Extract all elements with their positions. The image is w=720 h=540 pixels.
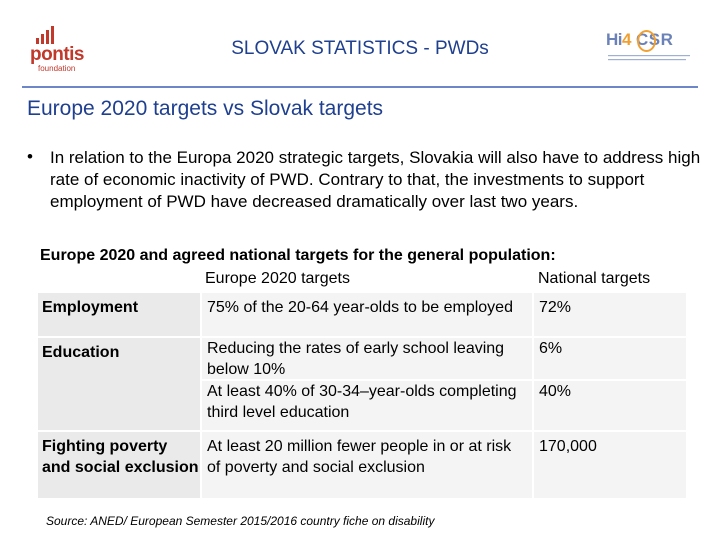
targets-table (38, 268, 686, 498)
cell-europe-poverty: At least 20 million fewer people in or at risk of poverty and social exclusion (202, 432, 532, 498)
logo-name: pontis (30, 44, 84, 65)
cell-national-education-1: 6% (534, 338, 686, 379)
header-divider (22, 86, 698, 88)
bullet-paragraph: In relation to the Europa 2020 strategic targets, Slovakia will also have to address high rate of economic inactivity of PWD. Contrary to that, the investments to support employment of PWD have decreased dramatically over last two years. (50, 148, 701, 211)
column-header-europe: Europe 2020 targets (205, 270, 350, 287)
column-header-national: National targets (538, 270, 651, 287)
slide-header (0, 0, 720, 84)
logo-hi: Hi4 (606, 30, 631, 49)
cell-national-education-2: 40% (534, 381, 686, 430)
logo-fineprint (608, 54, 692, 65)
cell-national-employment: 72% (534, 293, 686, 336)
row-label-education: Education (38, 338, 200, 430)
slide-title: SLOVAK STATISTICS - PWDs (231, 38, 489, 59)
logo-csr: CSR (636, 30, 674, 49)
row-label-poverty: Fighting poverty and social exclusion (38, 432, 200, 498)
table-caption: Europe 2020 and agreed national targets for the general population: (40, 247, 556, 264)
bullet-marker: • (27, 147, 33, 166)
section-heading: Europe 2020 targets vs Slovak targets (27, 97, 384, 120)
row-label-employment: Employment (38, 293, 200, 336)
cell-europe-employment: 75% of the 20-64 year-olds to be employed (202, 293, 532, 336)
cell-national-poverty: 170,000 (534, 432, 686, 498)
hi4csr-logo (604, 30, 694, 74)
cell-europe-education-1: Reducing the rates of early school leaving below 10% (202, 338, 532, 379)
cell-europe-education-2: At least 40% of 30-34–year-olds completing third level education (202, 381, 532, 430)
logo-circle-mark (637, 30, 656, 52)
logo-fineprint-lines (608, 54, 692, 64)
source-note: Source: ANED/ European Semester 2015/2016 country fiche on disability (46, 514, 435, 528)
logo-subtext: foundation (38, 64, 76, 73)
